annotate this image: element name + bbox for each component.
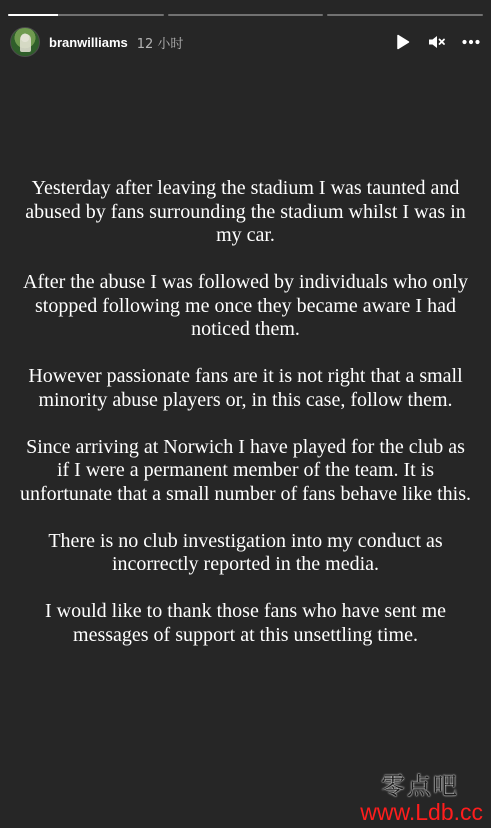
- play-button[interactable]: [393, 32, 413, 52]
- story-text: [20, 177, 471, 671]
- mute-button[interactable]: [427, 32, 447, 52]
- paragraph: However passionate fans are it is not right that a small minority abuse players or, in this case, follow them.: [28, 365, 463, 411]
- post-time: 12 小时: [136, 36, 184, 52]
- progress-fill-1: [8, 14, 58, 16]
- story-controls: [393, 32, 481, 52]
- paragraph: After the abuse I was followed by individuals who only stopped following me once they became aware I had noticed them.: [23, 271, 468, 340]
- watermark: [360, 766, 483, 826]
- paragraph: I would like to thank those fans who have sent me messages of support at this unsettling time.: [44, 600, 447, 646]
- paragraph: Since arriving at Norwich I have played for the club as if I were a permanent member of the team. It is unfortunate that a small number of fans behave like this.: [20, 435, 471, 505]
- watermark-chinese: 零点吧: [381, 774, 459, 800]
- more-options-button[interactable]: [461, 32, 481, 52]
- more-icon: [462, 39, 480, 45]
- avatar[interactable]: [10, 27, 40, 57]
- mute-icon: [428, 34, 446, 50]
- play-icon: [396, 34, 410, 50]
- story-header: [10, 27, 481, 57]
- paragraph: Yesterday after leaving the stadium I was taunted and abused by fans surrounding the stadium whilst I was in my car.: [25, 177, 466, 246]
- story-progress: [8, 14, 483, 17]
- username[interactable]: branwilliams: [49, 34, 128, 50]
- paragraph: There is no club investigation into my conduct as incorrectly reported in the media.: [48, 529, 443, 575]
- progress-segment-2: [168, 14, 324, 16]
- progress-segment-1: [8, 14, 164, 16]
- watermark-url: www.Ldb.cc: [360, 799, 483, 825]
- progress-segment-3: [327, 14, 483, 16]
